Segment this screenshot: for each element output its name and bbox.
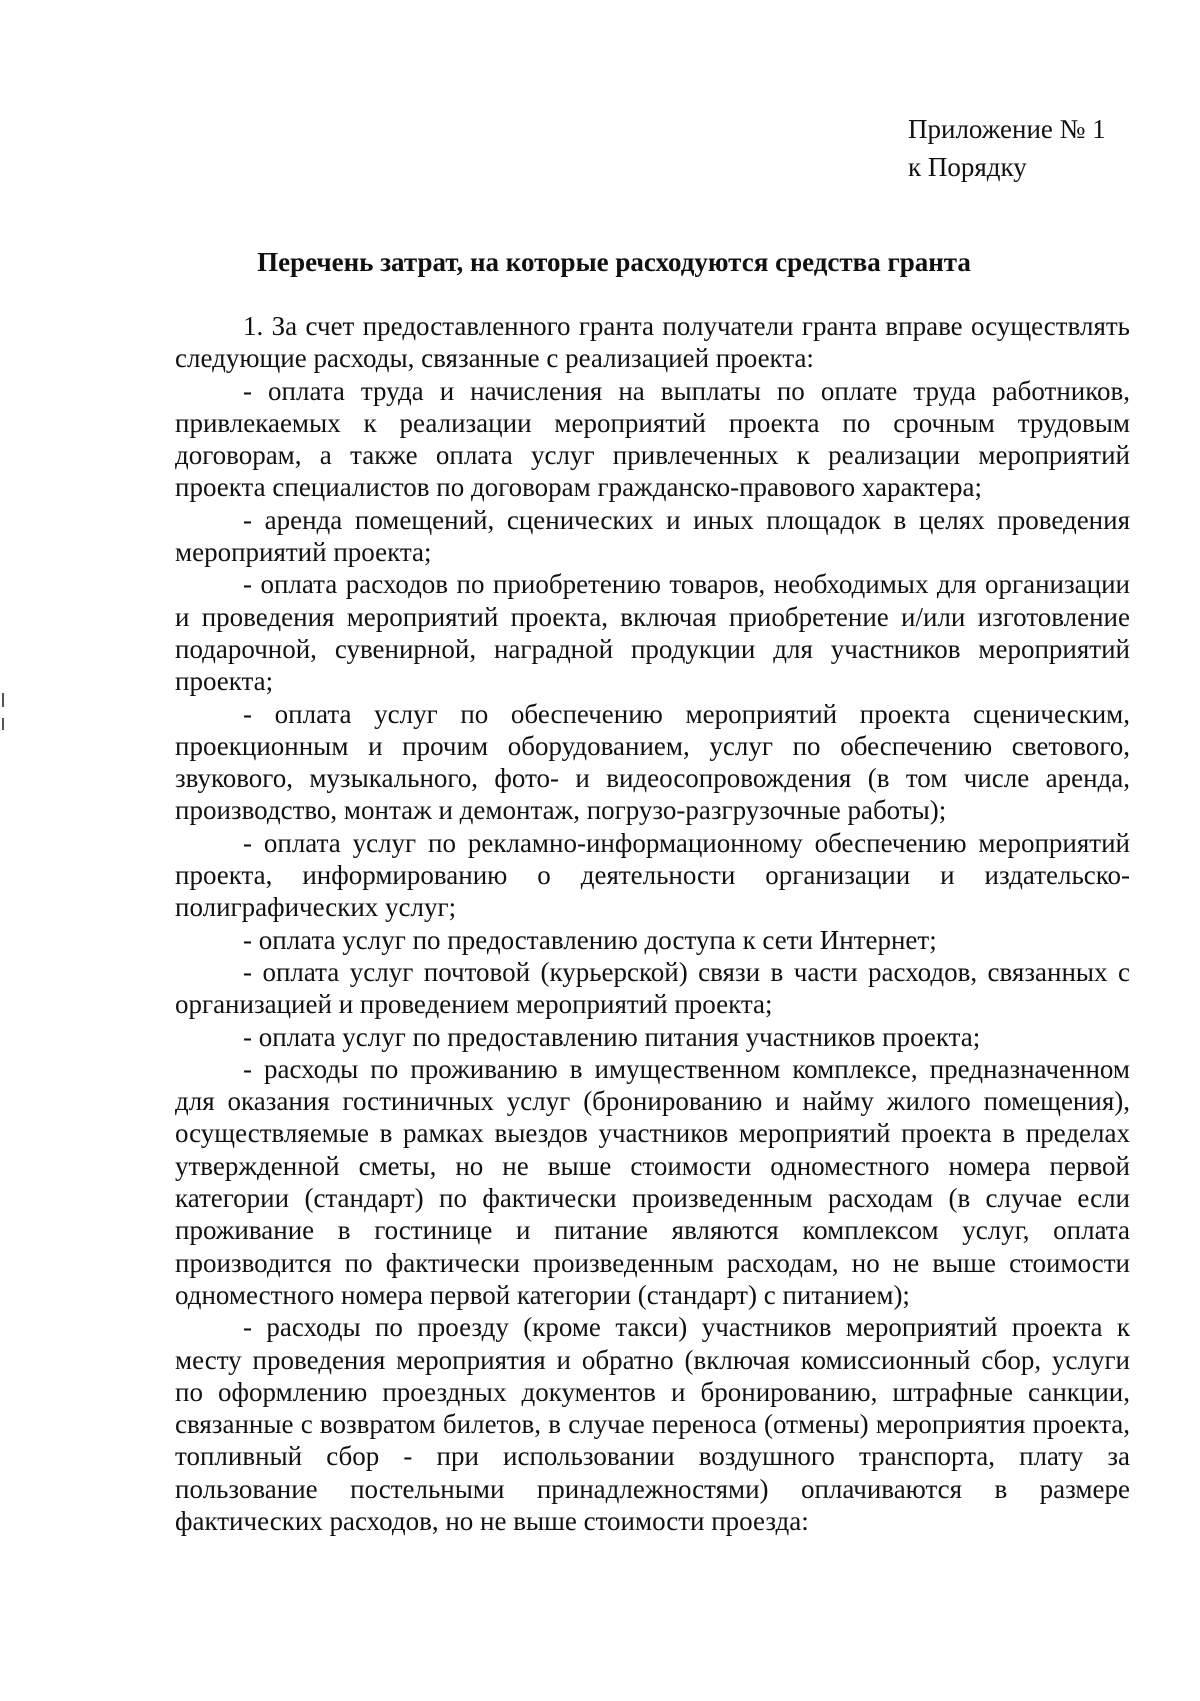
list-item-rent: - аренда помещений, сценических и иных площадок в целях проведения мероприятий проекта; <box>175 504 1130 568</box>
list-item-labor: - оплата труда и начисления на выплаты по оплате труда работников, привлекаемых к реализации мероприятий проекта по срочным трудовым договорам, а также оплата услуг привлеченных к реализации мероприятий проекта специалистов по договорам гражданско-правового характера; <box>175 375 1130 503</box>
list-item-goods: - оплата расходов по приобретению товаров, необходимых для организации и проведения мероприятий проекта, включая приобретение и/или изготовление подарочной, сувенирной, наградной продукции для участников мероприятий проекта; <box>175 569 1130 697</box>
scan-edge-mark <box>2 693 4 707</box>
scan-edge-mark <box>2 718 4 730</box>
appendix-header <box>908 110 1106 186</box>
list-item-travel: - расходы по проезду (кроме такси) участников мероприятий проекта к месту проведения мероприятия и обратно (включая комиссионный сбор, услуги по оформлению проездных документов и бронированию, штрафные санкции, связанные с возвратом билетов, в случае переноса (отмены) мероприятия проекта, топливный сбор - при использовании воздушного транспорта, плату за пользование постельными принадлежностями) оплачиваются в размере фактических расходов, но не выше стоимости проезда: <box>175 1312 1130 1536</box>
list-item-equipment: - оплата услуг по обеспечению мероприятий проекта сценическим, проекционным и прочим оборудованием, услуг по обеспечению светового, звукового, музыкального, фото- и видеосопровождения (в том числе аренда, производство, монтаж и демонтаж, погрузо-разгрузочные работы); <box>175 698 1130 826</box>
list-item-meals: - оплата услуг по предоставлению питания участников проекта; <box>243 1021 981 1052</box>
appendix-reference: к Порядку <box>908 152 1027 182</box>
appendix-number: Приложение № 1 <box>908 114 1106 144</box>
list-item-accommodation: - расходы по проживанию в имущественном комплексе, предназначенном для оказания гостиничных услуг (бронированию и найму жилого помещения), осуществляемые в рамках выездов участников мероприятий проекта в пределах утвержденной сметы, но не выше стоимости одноместного номера первой категории (стандарт) по фактически произведенным расходам (в случае если проживание в гостинице и питание являются комплексом услуг, оплата производится по фактически произведенным расходам, но не выше стоимости одноместного номера первой категории (стандарт) с питанием); <box>175 1053 1130 1310</box>
list-item-postal: - оплата услуг почтовой (курьерской) связи в части расходов, связанных с организацией и проведением мероприятий проекта; <box>175 956 1130 1020</box>
document-title: Перечень затрат, на которые расходуются средства гранта <box>257 247 971 277</box>
list-item-internet: - оплата услуг по предоставлению доступа к сети Интернет; <box>243 924 937 955</box>
list-item-advertising: - оплата услуг по рекламно-информационному обеспечению мероприятий проекта, информированию о деятельности организации и издательско-полиграфических услуг; <box>175 827 1130 923</box>
paragraph-intro: 1. За счет предоставленного гранта получатели гранта вправе осуществлять следующие расходы, связанные с реализацией проекта: <box>175 311 1130 374</box>
document-body <box>175 310 1130 1537</box>
